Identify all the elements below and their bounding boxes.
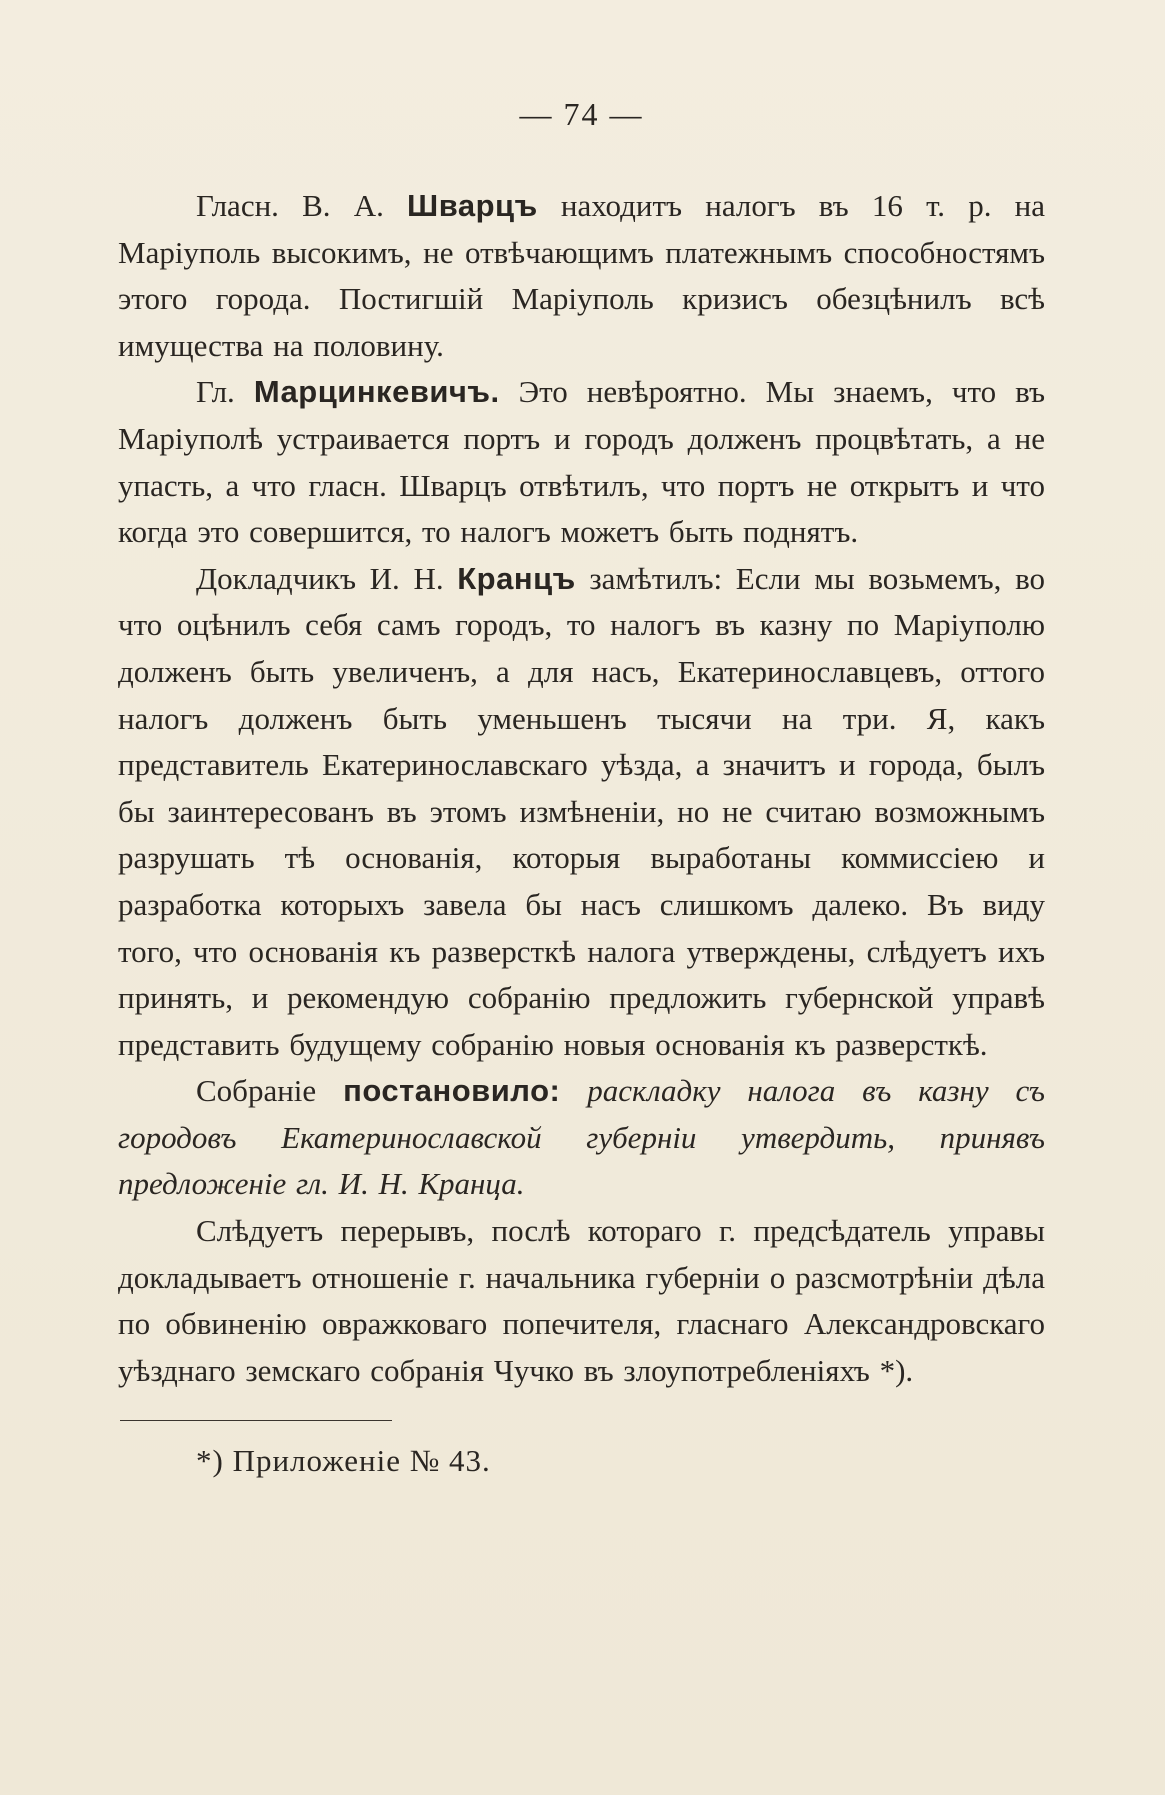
paragraph-text: Гл.	[196, 374, 254, 410]
paragraph-text: находитъ налогъ въ 16 т. р. на Маріуполь высокимъ, не отвѣчающимъ платежнымъ способностямъ этого города. Постигшій Маріуполь кризисъ обезцѣнилъ всѣ имущества на половину.	[118, 188, 1046, 363]
speaker-name: Кранцъ	[457, 560, 576, 596]
paragraph-text: замѣтилъ: Если мы возьмемъ, во что оцѣнилъ себя самъ городъ, то налогъ въ казну по Маріуполю долженъ быть увеличенъ, а для насъ, Екатеринославцевъ, оттого налогъ долженъ быть уменьшенъ тысячи на три. Я, какъ представитель Екатеринославскаго уѣзда, а значитъ и города, былъ бы заинтересованъ въ этомъ измѣненіи, но не считаю возможнымъ разрушать тѣ основанія, которыя выработаны коммиссіею и разработка которыхъ завела бы насъ слишкомъ далеко. Въ виду того, что основанія къ разверсткѣ налога утверждены, слѣдуетъ ихъ принять, и рекомендую собранію предложить губернской управѣ представить будущему собранію новыя основанія къ разверсткѣ.	[118, 560, 1045, 1062]
paragraph-resolution	[118, 1068, 1045, 1208]
paragraph-krants	[118, 556, 1045, 1069]
page-number: — 74 —	[519, 96, 644, 132]
footnote: *) Приложеніе № 43.	[196, 1443, 491, 1479]
speaker-name: Марцинкевичъ.	[253, 374, 500, 410]
paragraph-text: Собраніе	[196, 1073, 344, 1109]
paragraph-martsinkevich	[118, 369, 1045, 555]
speaker-name: Шварцъ	[407, 188, 538, 223]
paragraph-text: Это невѣроятно. Мы знаемъ, что въ Маріуполѣ устраивается портъ и городъ долженъ процвѣтать, а не упасть, а что гласн. Шварцъ отвѣтилъ, что портъ не открытъ и что когда это совершится, то налогъ можетъ быть поднятъ.	[118, 374, 1046, 550]
paragraph-shvarts	[118, 183, 1045, 369]
footnote-divider	[120, 1420, 392, 1421]
resolution-label: постановило:	[343, 1073, 561, 1109]
paragraph-text: Гласн. В. А.	[196, 188, 408, 223]
paragraph-recess: Слѣдуетъ перерывъ, послѣ котораго г. предсѣдатель управы докладываетъ отношеніе г. начальника губерніи о разсмотрѣніи дѣла по обвиненію овражковаго попечителя, гласнаго Александровскаго уѣзднаго земскаго собранія Чучко въ злоупотребленіяхъ *).	[118, 1213, 1045, 1388]
resolution-text: раскладку налога въ казну съ городовъ Екатеринославской губерніи утвердить, принявъ предложеніе гл. И. Н. Кранца.	[118, 1073, 1045, 1202]
paragraph-text: Докладчикъ И. Н.	[196, 560, 458, 596]
